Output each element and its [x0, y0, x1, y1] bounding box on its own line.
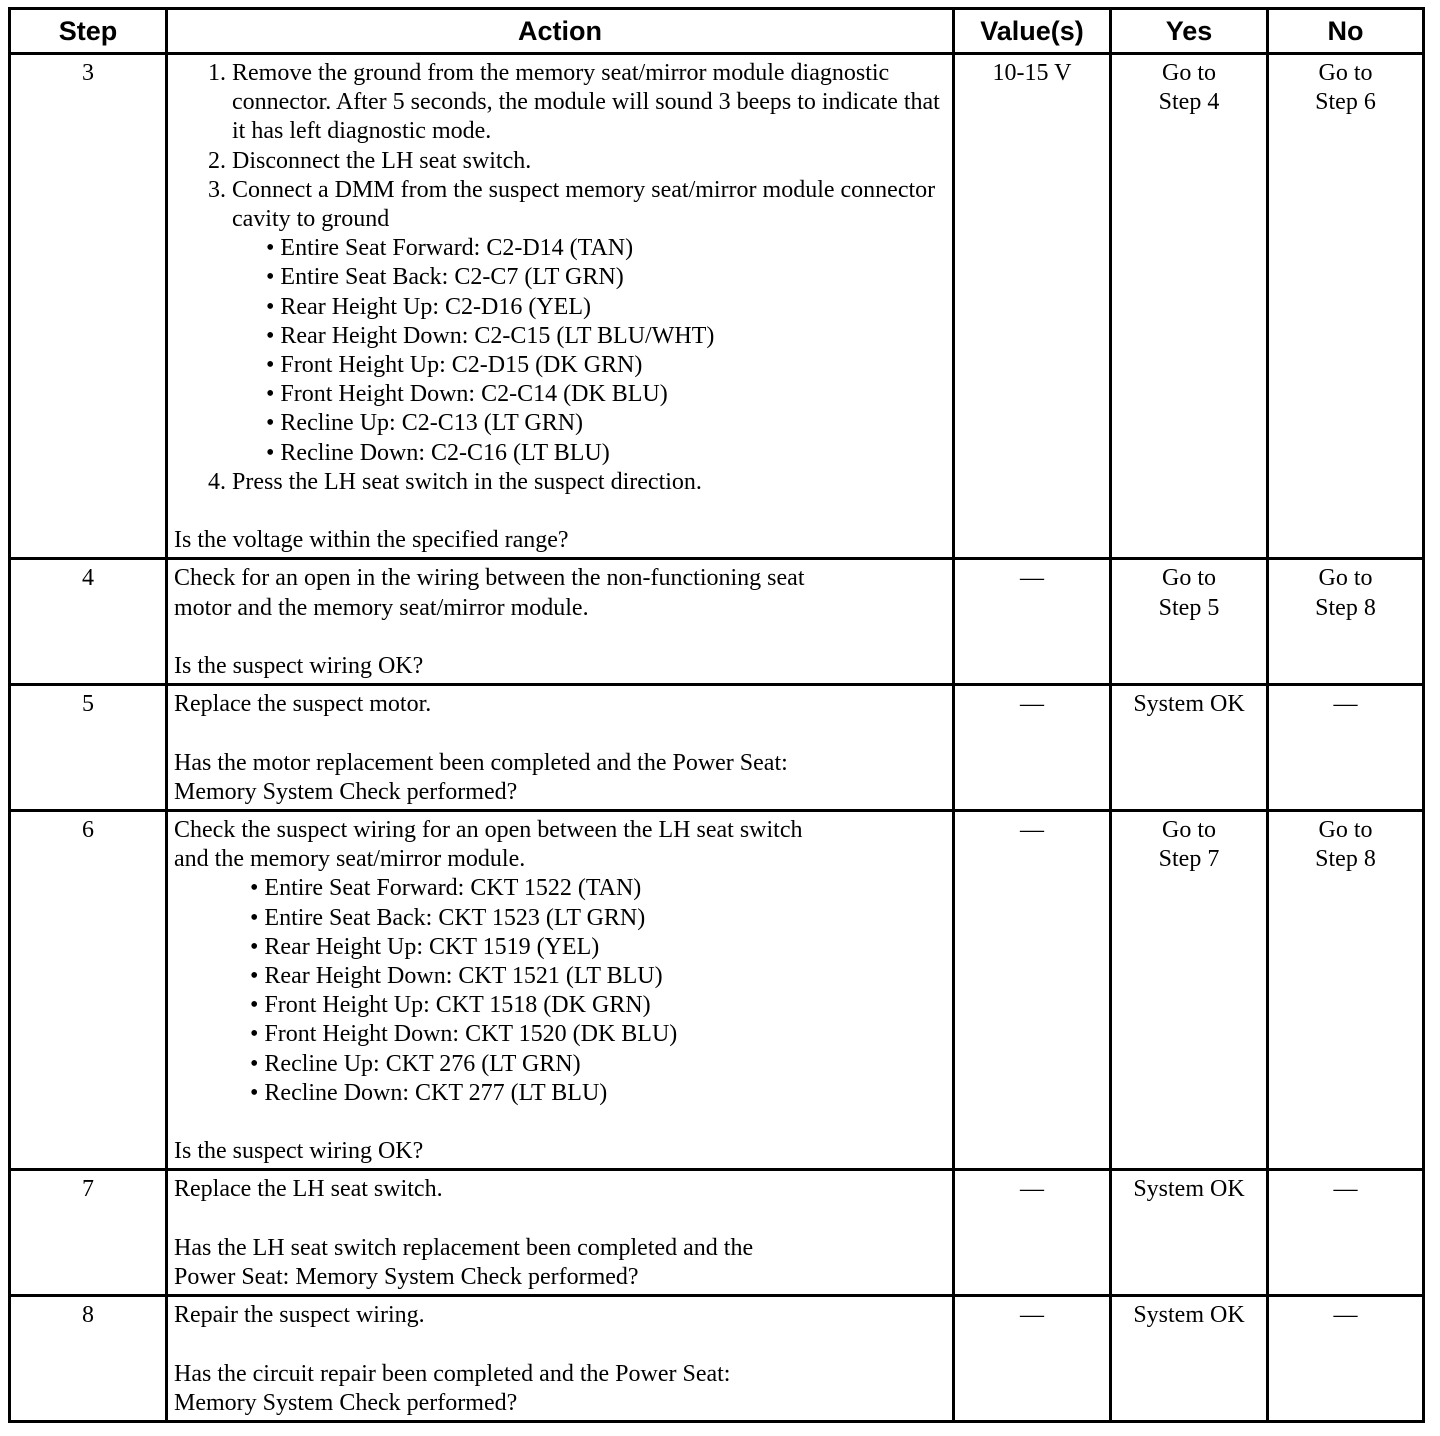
list-item: • Recline Up: CKT 276 (LT GRN)	[250, 1050, 581, 1077]
list-item: • Rear Height Down: C2-C15 (LT BLU/WHT)	[266, 322, 715, 349]
header-row	[10, 9, 1424, 54]
bullet-list	[174, 234, 946, 468]
list-item: • Front Height Down: CKT 1520 (DK BLU)	[250, 1021, 678, 1048]
step-number: 8	[10, 1296, 167, 1422]
value-cell: —	[954, 1296, 1111, 1422]
yes-cell: System OK	[1111, 1170, 1268, 1296]
table-row-step-7	[10, 1170, 1424, 1296]
no-cell: —	[1268, 1296, 1424, 1422]
action-item: 3. Connect a DMM from the suspect memory seat/mirror module connector cavity to ground	[208, 176, 936, 233]
table-row-step-8	[10, 1296, 1424, 1422]
table-row-step-3	[10, 54, 1424, 559]
action-cell: Repair the suspect wiring. Has the circuit repair been completed and the Power Seat: Memory System Check performed?	[167, 1296, 954, 1422]
no-cell: —	[1268, 685, 1424, 811]
yes-cell: Go to Step 7	[1111, 811, 1268, 1170]
header-step: Step	[10, 9, 167, 54]
no-cell: —	[1268, 1170, 1424, 1296]
step-number: 4	[10, 559, 167, 685]
yes-cell: Go to Step 4	[1111, 54, 1268, 559]
list-item: • Front Height Down: C2-C14 (DK BLU)	[266, 381, 668, 408]
list-item: • Entire Seat Forward: C2-D14 (TAN)	[266, 235, 634, 262]
step-number: 3	[10, 54, 167, 559]
question: Has the LH seat switch replacement been completed and the	[174, 1234, 754, 1261]
question: Has the circuit repair been completed and the Power Seat:	[174, 1360, 731, 1387]
list-item: • Front Height Up: CKT 1518 (DK GRN)	[250, 992, 651, 1019]
value-cell: —	[954, 685, 1111, 811]
list-item: • Entire Seat Back: C2-C7 (LT GRN)	[266, 264, 624, 291]
action-cell: Replace the LH seat switch. Has the LH seat switch replacement been completed and the Power Seat: Memory System Check performed?	[167, 1170, 954, 1296]
no-cell: Go to Step 8	[1268, 811, 1424, 1170]
list-item: • Rear Height Down: CKT 1521 (LT BLU)	[250, 963, 663, 990]
bullet-list	[174, 874, 946, 1108]
action-item: 2. Disconnect the LH seat switch.	[208, 147, 532, 174]
step-number: 6	[10, 811, 167, 1170]
value-cell: —	[954, 1170, 1111, 1296]
list-item: • Recline Up: C2-C13 (LT GRN)	[266, 410, 584, 437]
action-cell: Check the suspect wiring for an open between the LH seat switch and the memory seat/mirror module. • Entire Seat Forward: CKT 1522 (TAN) • Entire Seat Back: CKT 1523 (LT GRN) • Rear Height Up: CKT 1519 (YEL) • Rear Height Down: CKT 1521 (LT BLU) • Front Height Up: CKT 1518 (DK GRN) • Front Height Down: CKT 1520 (DK BLU) • Recline Up: CKT 276 (LT GRN) • Recline Down: CKT 277 (LT BLU) Is the suspect wiring OK?	[167, 811, 954, 1170]
action-cell: Check for an open in the wiring between the non-functioning seat motor and the memory seat/mirror module. Is the suspect wiring OK?	[167, 559, 954, 685]
yes-cell: System OK	[1111, 1296, 1268, 1422]
no-cell: Go to Step 8	[1268, 559, 1424, 685]
action-item: 1. Remove the ground from the memory seat/mirror module diagnostic connector. After 5 seconds, the module will sound 3 beeps to indicate that it has left diagnostic mode.	[208, 60, 940, 145]
list-item: • Front Height Up: C2-D15 (DK GRN)	[266, 352, 643, 379]
header-action: Action	[167, 9, 954, 54]
question: Has the motor replacement been completed and the Power Seat:	[174, 749, 788, 776]
no-cell: Go to Step 6	[1268, 54, 1424, 559]
list-item: • Rear Height Up: C2-D16 (YEL)	[266, 293, 591, 320]
header-values: Value(s)	[954, 9, 1111, 54]
table-row-step-6	[10, 811, 1424, 1170]
list-item: • Recline Down: C2-C16 (LT BLU)	[266, 439, 610, 466]
diagnostic-table	[8, 7, 1425, 1423]
yes-cell: System OK	[1111, 685, 1268, 811]
yes-cell: Go to Step 5	[1111, 559, 1268, 685]
table-row-step-4	[10, 559, 1424, 685]
action-item: 4. Press the LH seat switch in the suspect direction.	[208, 468, 702, 495]
question: Is the suspect wiring OK?	[174, 653, 424, 680]
question: Is the suspect wiring OK?	[174, 1138, 424, 1165]
list-item: • Rear Height Up: CKT 1519 (YEL)	[250, 933, 600, 960]
value-cell: —	[954, 559, 1111, 685]
list-item: • Recline Down: CKT 277 (LT BLU)	[250, 1079, 608, 1106]
step-number: 7	[10, 1170, 167, 1296]
action-cell	[167, 54, 954, 559]
header-yes: Yes	[1111, 9, 1268, 54]
table-row-step-5	[10, 685, 1424, 811]
action-cell: Replace the suspect motor. Has the motor replacement been completed and the Power Seat: Memory System Check performed?	[167, 685, 954, 811]
value-cell: —	[954, 811, 1111, 1170]
question: Is the voltage within the specified range?	[174, 527, 569, 554]
value-cell: 10-15 V	[954, 54, 1111, 559]
list-item: • Entire Seat Forward: CKT 1522 (TAN)	[250, 875, 642, 902]
step-number: 5	[10, 685, 167, 811]
header-no: No	[1268, 9, 1424, 54]
list-item: • Entire Seat Back: CKT 1523 (LT GRN)	[250, 904, 646, 931]
